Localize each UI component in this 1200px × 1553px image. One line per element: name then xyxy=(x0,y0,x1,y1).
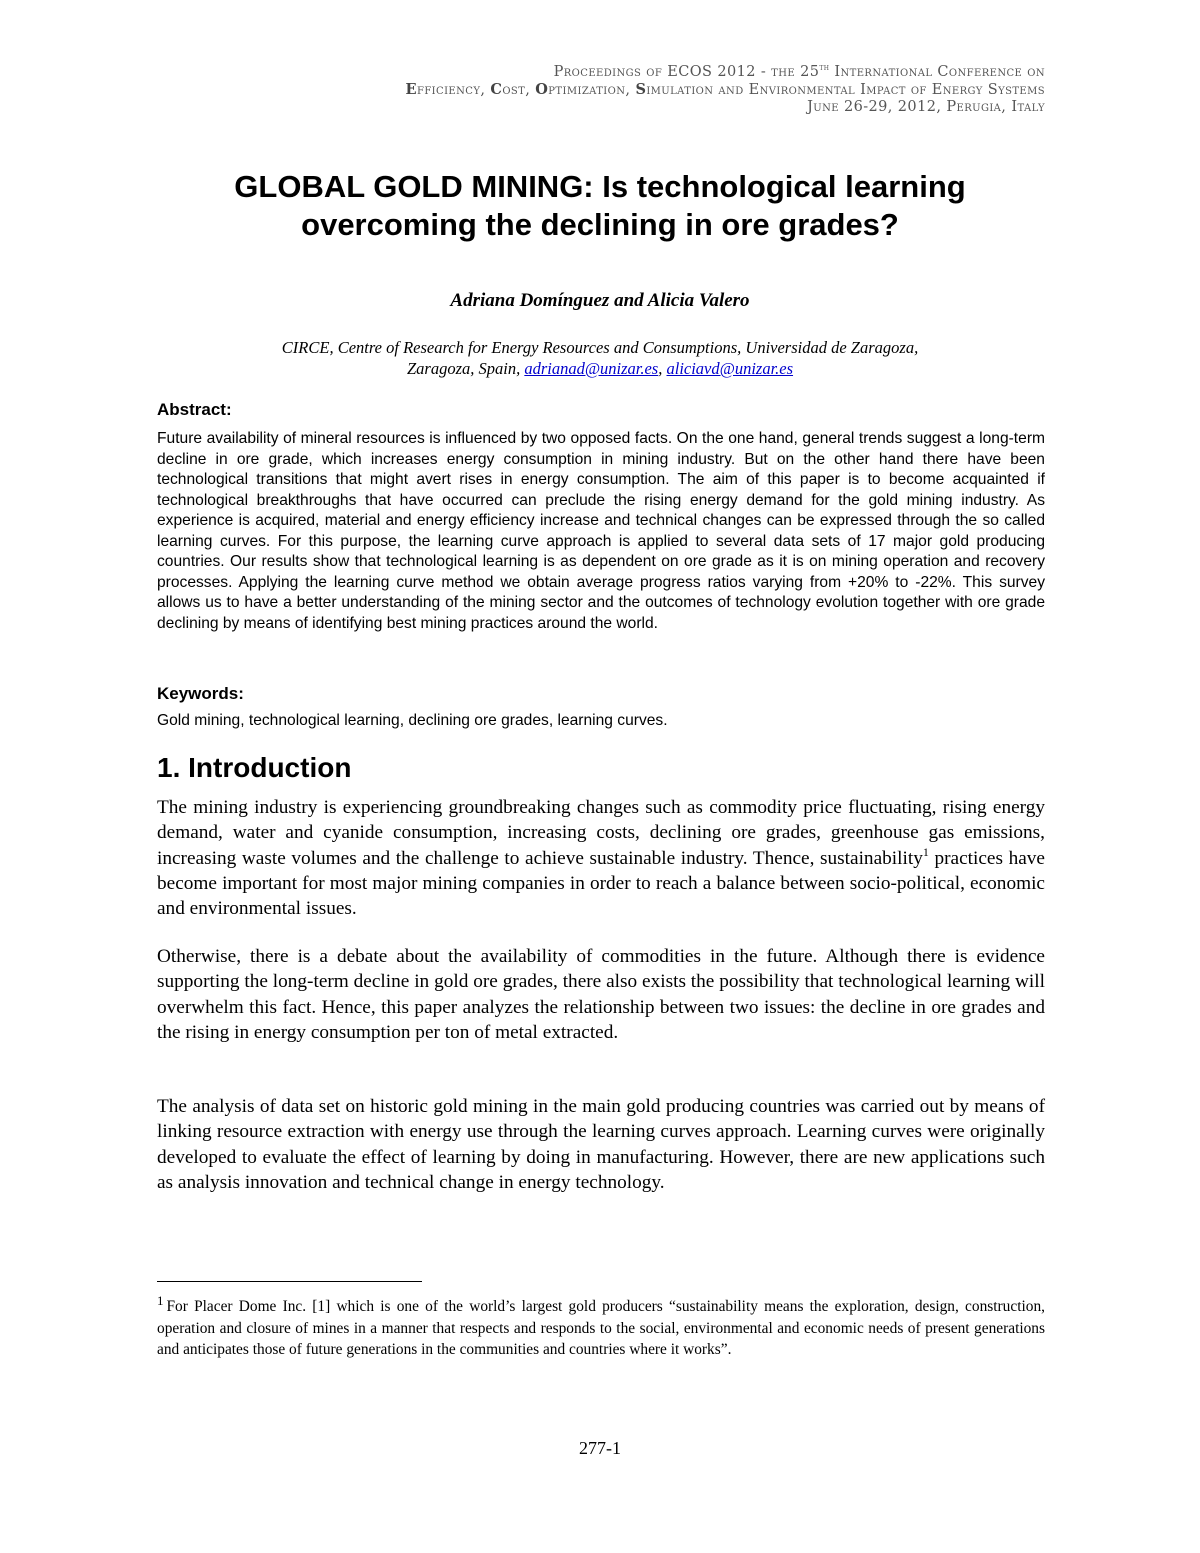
header-text: fficiency, xyxy=(417,82,491,98)
header-text: ptimization, xyxy=(548,82,636,98)
email-separator: , xyxy=(658,359,667,378)
keywords-text: Gold mining, technological learning, declining ore grades, learning curves. xyxy=(157,712,668,729)
header-text: imulation and Environmental Impact of Energy Systems xyxy=(646,82,1045,98)
section-heading-introduction: 1. Introduction xyxy=(157,752,352,783)
affiliation-location: Zaragoza, Spain, xyxy=(406,359,525,378)
conference-header-line3: June 26-29, 2012, Perugia, Italy xyxy=(807,99,1045,115)
conference-header xyxy=(145,64,1045,116)
conference-header-line1 xyxy=(145,64,1045,81)
keywords-label: Keywords: xyxy=(157,684,244,703)
abstract-label: Abstract: xyxy=(157,400,232,419)
footnote-divider xyxy=(157,1281,422,1282)
affiliation-line1: CIRCE, Centre of Research for Energy Resources and Consumptions, Universidad de Zaragoza, xyxy=(281,338,919,357)
abstract-text: Future availability of mineral resources is influenced by two opposed facts. On the one hand, general trends suggest a long-term decline in ore grade, which increases energy consumption in mining industry. But on the other hand there have been technological transitions that might avert rises in energy consumption. The aim of this paper is to become acquainted if technological breakthroughs that have occurred can preclude the rising energy demand for the gold mining industry. As experience is acquired, material and energy efficiency increase and technical changes can be expressed through the so called learning curves. For this purpose, the learning curve approach is applied to several data sets of 17 major gold producing countries. Our results show that technological learning is as dependent on ore grade as it is on mining operation and recovery processes. Applying the learning curve method we obtain average progress ratios varying from +20% to -22%. This survey allows us to have a better understanding of the mining sector and the outcomes of technology evolution together with ore grade declining by means of identifying best mining practices around the world. xyxy=(157,430,1045,632)
paper-title-line2: overcoming the declining in ore grades? xyxy=(301,207,899,242)
paper-title xyxy=(155,168,1045,244)
header-initial: C xyxy=(490,81,503,98)
header-text: Proceedings of ECOS 2012 - the 25 xyxy=(553,64,820,80)
email-link[interactable]: aliciavd@unizar.es xyxy=(666,359,794,378)
page-number: 277-1 xyxy=(579,1438,621,1458)
footnote-mark: 1 xyxy=(157,1293,164,1308)
paragraph: Otherwise, there is a debate about the availability of commodities in the future. Although there is evidence supporting the long-term decline in gold ore grades, there also exists the possibility that technological learning will overwhelm this fact. Hence, this paper analyzes the relationship between two issues: the decline in ore grades and the rising in energy consumption per ton of metal extracted. xyxy=(157,946,1045,1043)
paragraph-text: practices have become important for most major mining companies in order to reach a balance between socio-political, economic and environmental issues. xyxy=(157,847,1045,920)
header-initial: E xyxy=(405,81,417,98)
paper-title-line1: GLOBAL GOLD MINING: Is technological learning xyxy=(234,169,966,204)
paragraph: The analysis of data set on historic gold mining in the main gold producing countries was carried out by means of linking resource extraction with energy use through the learning curves approach. Learning curves were originally developed to evaluate the effect of learning by doing in manufacturing. However, there are new applications such as analysis innovation and technical change in energy technology. xyxy=(157,1096,1045,1193)
paper-authors: Adriana Domínguez and Alicia Valero xyxy=(450,290,750,311)
header-initial: O xyxy=(535,81,549,98)
header-text: International Conference on xyxy=(829,64,1045,80)
header-initial: S xyxy=(635,81,647,98)
header-text: ost, xyxy=(502,82,536,98)
footnote xyxy=(157,1293,1045,1361)
email-link[interactable]: adrianad@unizar.es xyxy=(524,359,659,378)
footnote-reference[interactable]: 1 xyxy=(922,844,929,859)
affiliation-line2 xyxy=(155,358,1045,379)
header-superscript: th xyxy=(819,63,830,73)
conference-header-line2 xyxy=(145,81,1045,99)
paragraph-text: The mining industry is experiencing groundbreaking changes such as commodity price fluctuating, rising energy demand, water and cyanide consumption, increasing costs, declining ore grades, greenhouse gas emissions, increasing waste volumes and the challenge to achieve sustainable industry. Thence, sustainability xyxy=(157,797,1045,869)
footnote-text: For Placer Dome Inc. [1] which is one of the world’s largest gold producers “sustainability means the exploration, design, construction, operation and closure of mines in a manner that respects and responds to the social, environmental and economic needs of present generations and anticipates those of future generations in the communities and countries where it works”. xyxy=(157,1298,1045,1358)
paragraph xyxy=(157,795,1045,921)
affiliation xyxy=(155,337,1045,379)
